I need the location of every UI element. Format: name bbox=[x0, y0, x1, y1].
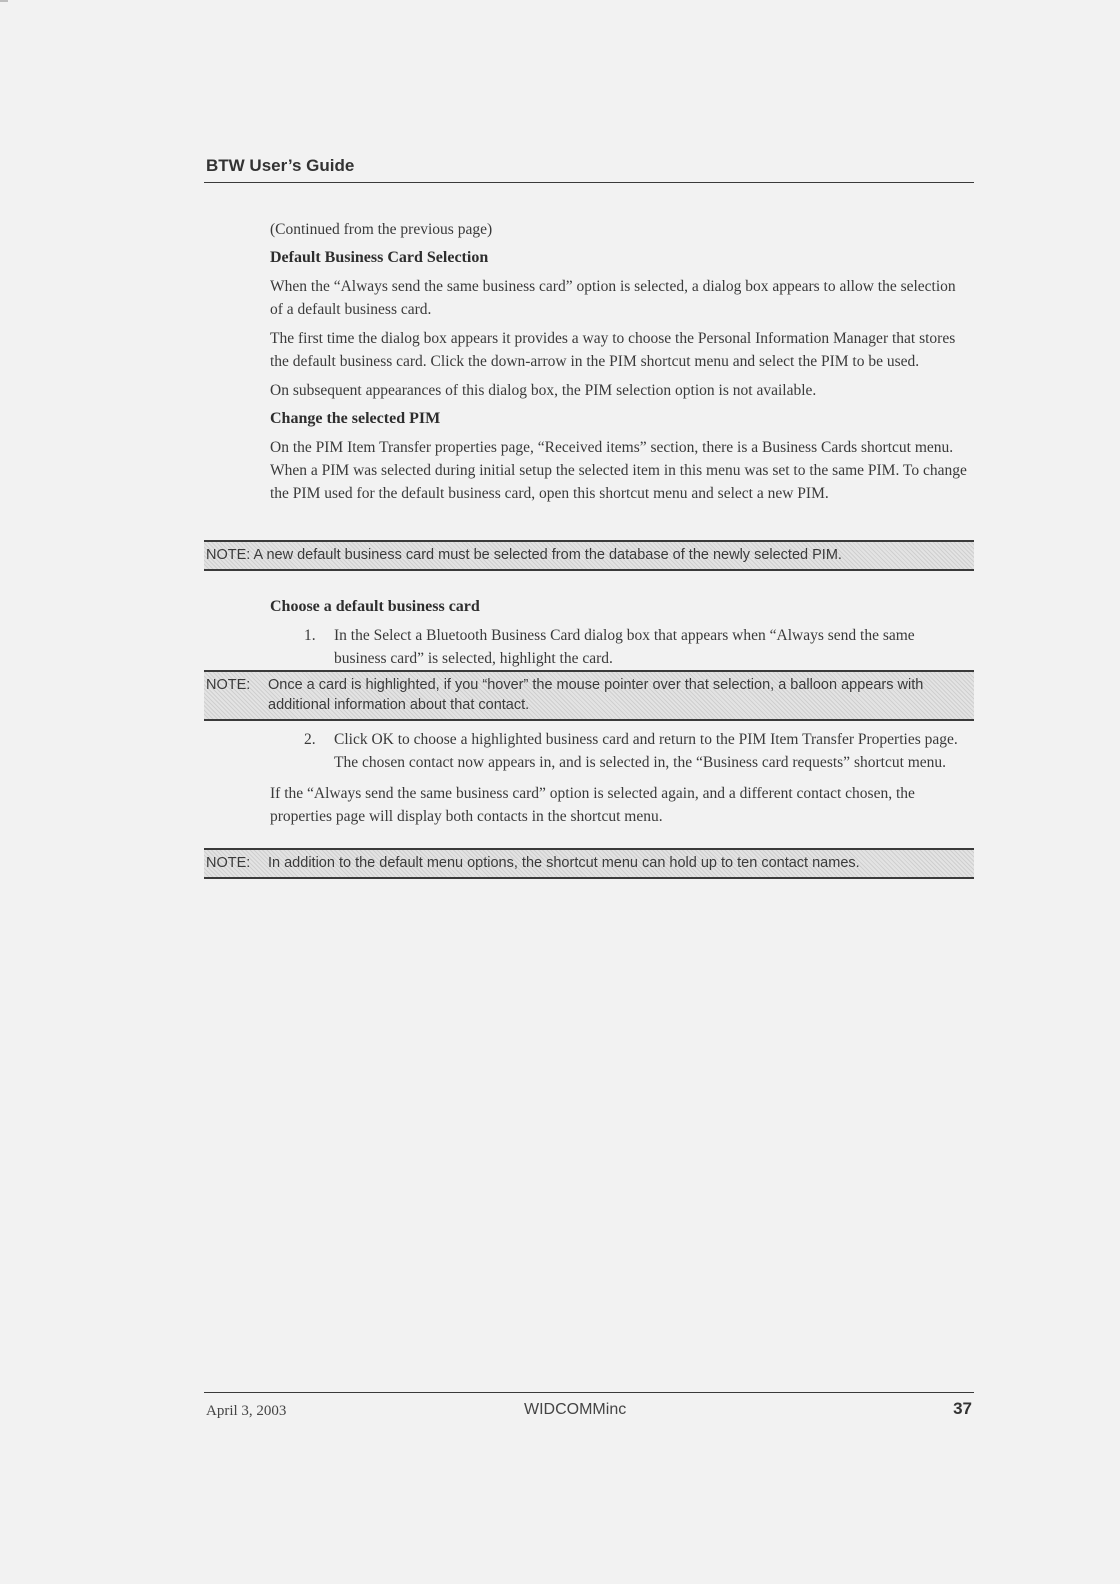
list-number: 1. bbox=[304, 627, 316, 644]
section-default-business-card bbox=[270, 218, 970, 511]
paragraph: When the “Always send the same business card” option is selected, a dialog box appears to allow the selection of a default business card. bbox=[270, 278, 956, 318]
page-footer bbox=[204, 1392, 974, 1433]
note-box bbox=[204, 540, 974, 571]
list-text: In the Select a Bluetooth Business Card dialog box that appears when “Always send the same business card” is selected, highlight the card. bbox=[334, 627, 915, 667]
note-label: NOTE: bbox=[206, 677, 251, 693]
note-text: In addition to the default menu options, the shortcut menu can hold up to ten contact names. bbox=[268, 855, 860, 871]
section-step-two bbox=[270, 728, 970, 834]
note-box bbox=[204, 848, 974, 879]
list-number: 2. bbox=[304, 731, 316, 748]
list-text: Click OK to choose a highlighted business card and return to the PIM Item Transfer Properties page. The chosen contact now appears in, and is selected in, the “Business card requests” shortcut menu. bbox=[334, 731, 958, 771]
note-box bbox=[204, 670, 974, 721]
page-number: 37 bbox=[953, 1399, 972, 1418]
note-text: A new default business card must be selected from the database of the newly selected PIM. bbox=[253, 547, 842, 563]
paragraph: If the “Always send the same business card” option is selected again, and a different contact chosen, the properties page will display both contacts in the shortcut menu. bbox=[270, 785, 915, 825]
section-choose-card bbox=[270, 596, 970, 670]
note-text: Once a card is highlighted, if you “hover” the mouse pointer over that selection, a balloon appears with additional information about that contact. bbox=[268, 677, 924, 713]
section-heading: Change the selected PIM bbox=[270, 410, 441, 427]
note-content bbox=[206, 675, 972, 715]
paragraph: The first time the dialog box appears it provides a way to choose the Personal Information Manager that stores the default business card. Click the down-arrow in the PIM shortcut menu and select the PIM to be used. bbox=[270, 330, 956, 370]
note-content bbox=[206, 853, 972, 873]
list-item bbox=[270, 728, 970, 774]
page-title: BTW User’s Guide bbox=[206, 156, 355, 175]
footer-company: WIDCOMMinc bbox=[524, 1401, 627, 1418]
note-label: NOTE: bbox=[206, 855, 251, 871]
paragraph: On the PIM Item Transfer properties page, “Received items” section, there is a Business Cards shortcut menu. When a PIM was selected during initial setup the selected item in this menu was set to the same PIM. To change the PIM used for the default business card, open this shortcut menu and select a new PIM. bbox=[270, 439, 967, 502]
paragraph: On subsequent appearances of this dialog box, the PIM selection option is not available. bbox=[270, 382, 817, 399]
section-heading: Default Business Card Selection bbox=[270, 249, 489, 266]
list-item bbox=[270, 624, 970, 670]
page-header bbox=[204, 154, 974, 183]
continued-note: (Continued from the previous page) bbox=[270, 221, 493, 238]
section-heading: Choose a default business card bbox=[270, 598, 480, 615]
note-label: NOTE: bbox=[206, 547, 251, 563]
footer-date: April 3, 2003 bbox=[206, 1403, 287, 1419]
page-edge-line bbox=[0, 0, 8, 2]
note-content bbox=[206, 545, 972, 565]
